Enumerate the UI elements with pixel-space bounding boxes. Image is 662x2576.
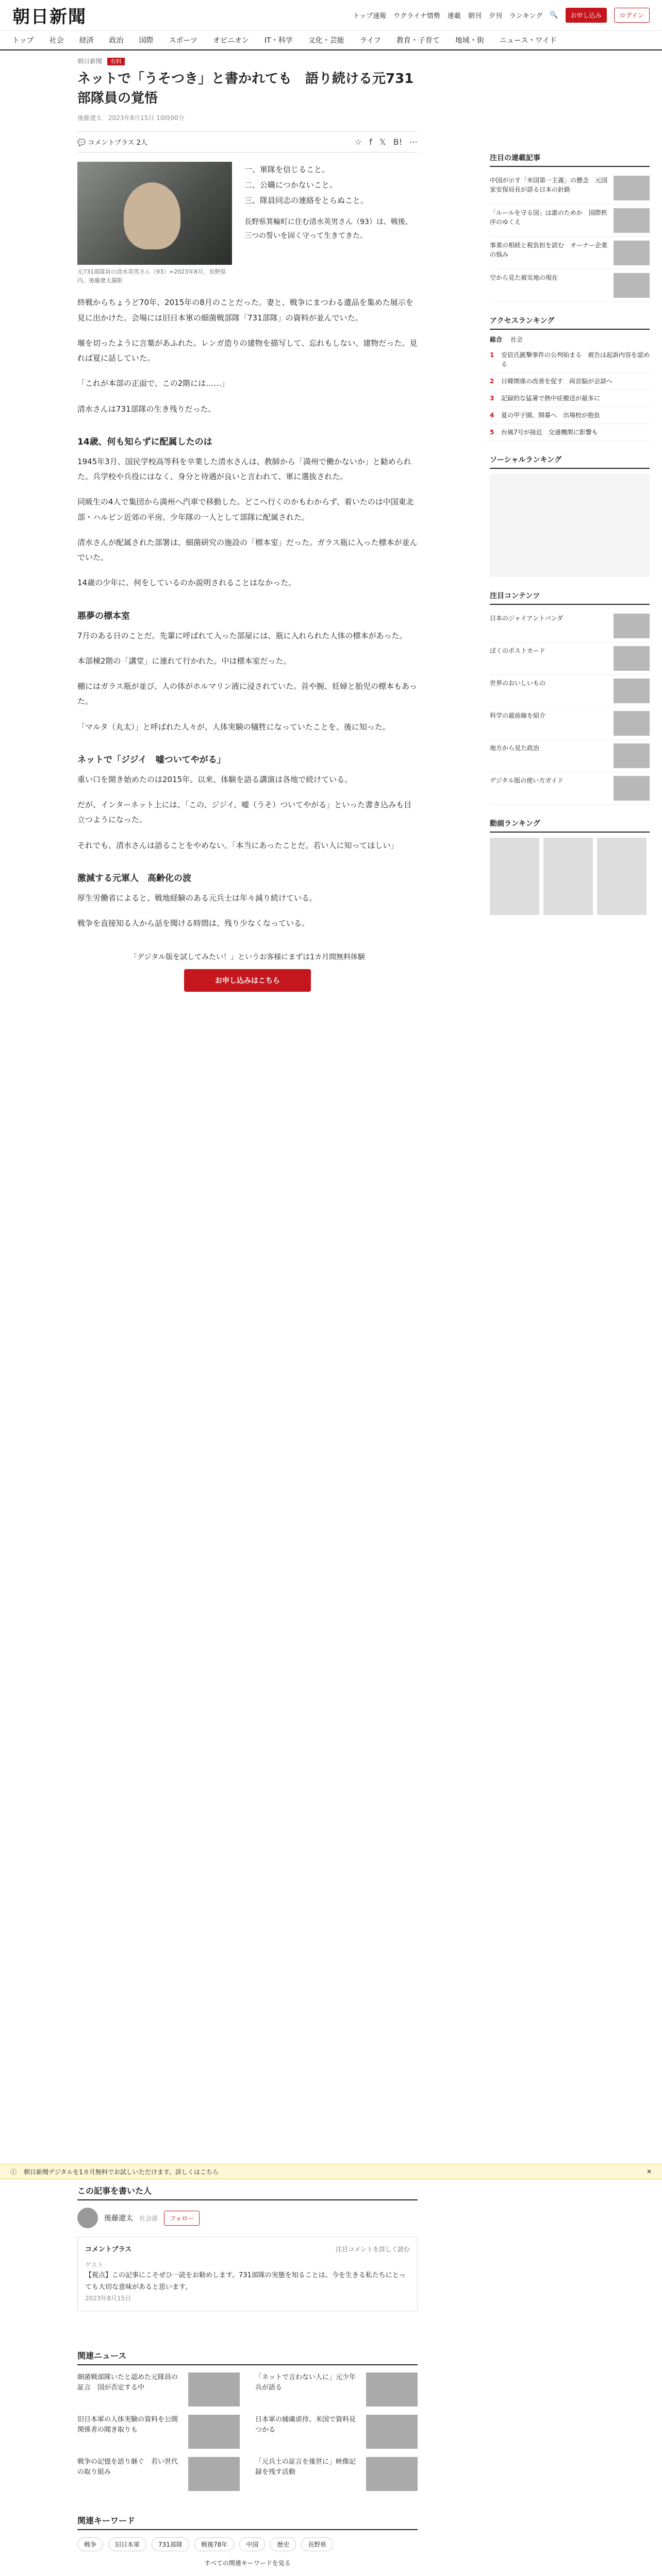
list-item[interactable]	[490, 642, 650, 675]
video-card[interactable]	[490, 838, 539, 915]
news-card-image	[188, 2457, 240, 2491]
header-link[interactable]: 夕刊	[488, 12, 502, 20]
ranking-list	[490, 347, 650, 441]
author-role: 社会部	[139, 2214, 158, 2222]
breadcrumb-link[interactable]: 朝日新聞	[77, 58, 103, 65]
video-card[interactable]	[597, 838, 647, 915]
nav-item[interactable]: 文化・芸能	[308, 37, 344, 45]
news-card-title: 旧日本軍の人体実験の資料を公開 関係者の聞き取りも	[77, 2416, 185, 2434]
keyword-chip[interactable]: 旧日本軍	[108, 2537, 146, 2551]
news-card-title: 日本軍の捕虜虐待、米国で資料見つかる	[255, 2416, 356, 2434]
nav-item[interactable]: 国際	[139, 37, 154, 45]
news-card-title: 戦争の記憶を語り継ぐ 若い世代の取り組み	[77, 2458, 178, 2476]
section-heading: 悪夢の標本室	[77, 611, 130, 621]
keyword-chip[interactable]: 歴史	[270, 2537, 296, 2551]
nav-item[interactable]: 政治	[109, 37, 124, 45]
ranking-text: 記録的な猛暑で熱中症搬送が最多に	[501, 395, 601, 402]
news-card-title: 「ネットで言わない人に」元少年兵が語る	[255, 2374, 356, 2392]
list-item[interactable]	[490, 675, 650, 707]
promo-text: 「デジタル版を試してみたい！」というお客様にまずは1カ月間無料体験	[129, 953, 366, 962]
ranking-item[interactable]: 4 夏の甲子園、開幕へ 出場校が抱負	[490, 407, 650, 424]
section-title-text: 関連キーワード	[77, 2516, 136, 2526]
nav-item[interactable]: IT・科学	[264, 37, 293, 45]
news-card-image	[366, 2457, 418, 2491]
vow-item: 二、公職につかないこと。	[244, 180, 337, 190]
sidebar	[490, 139, 650, 915]
nav-item[interactable]: 社会	[49, 37, 64, 45]
section-title	[77, 2514, 418, 2530]
paragraph: 14歳の少年に、何をしているのか説明されることはなかった。	[77, 578, 296, 588]
article-meta: 後藤遼太 2023年8月15日 10時00分	[77, 114, 185, 122]
list-item-text: 日本のジャイアントパンダ	[490, 615, 564, 622]
list-item[interactable]	[490, 205, 650, 237]
paragraph: それでも、清水さんは語ることをやめない。「本当にあったことだ。若い人に知ってほしい」	[77, 840, 399, 850]
facebook-icon[interactable]: f	[369, 137, 372, 147]
banner-text[interactable]: 朝日新聞デジタルを1カ月無料でお試しいただけます。詳しくはこちら	[24, 2168, 219, 2176]
list-item[interactable]	[490, 610, 650, 642]
thumbnail	[614, 776, 650, 801]
news-card-image	[366, 2415, 418, 2449]
sidebar-heading-text: 注目コンテンツ	[490, 592, 540, 600]
sidebar-heading	[490, 315, 650, 330]
ranking-tabs	[490, 335, 650, 344]
tab-ranking-all[interactable]: 総合	[490, 336, 503, 343]
share-buttons	[355, 137, 418, 147]
paragraph: 本部棟2階の「講堂」に連れて行かれた。中は標本室だった。	[77, 656, 291, 666]
sidebar-heading	[490, 818, 650, 833]
intro-text: 長野県箕輪町に住む清水英男さん（93）は、戦後、三つの誓いを固く守って生きてきた。	[244, 218, 412, 240]
thumbnail	[614, 241, 650, 265]
thumbnail	[614, 711, 650, 736]
author-card	[77, 2208, 418, 2228]
news-card[interactable]	[255, 2372, 418, 2406]
nav-item[interactable]: 地域・街	[455, 37, 484, 45]
comment-plus-link[interactable]: 💬 コメントプラス 2人	[77, 139, 147, 147]
list-item-text: 世界のおいしいもの	[490, 680, 546, 687]
sidebar-heading-text: アクセスランキング	[490, 317, 555, 325]
article	[77, 57, 418, 1002]
list-item-text: デジタル版の使い方ガイド	[490, 777, 564, 784]
header-link[interactable]: トップ速報	[353, 12, 387, 20]
thumbnail	[614, 614, 650, 638]
paragraph: 戦争を直接知る人から話を聞ける時間は、残り少なくなっている。	[77, 919, 310, 928]
ranking-text: 台風7号が接近 交通機関に影響も	[501, 429, 598, 436]
list-item[interactable]	[490, 740, 650, 772]
list-item[interactable]	[490, 707, 650, 740]
breadcrumb	[77, 57, 418, 65]
ranking-item[interactable]: 3 記録的な猛暑で熱中症搬送が最多に	[490, 390, 650, 407]
paragraph: 1945年3月、国民学校高等科を卒業した清水さんは、教師から「満州で働かないか」と勧められた。兵学校や兵役にはなく、身分と待遇が良いと言われて、軍に選抜された。	[77, 456, 411, 482]
sidebar-heading	[490, 152, 650, 167]
keyword-chip[interactable]: 戦後78年	[194, 2537, 234, 2551]
nav-item[interactable]: スポーツ	[169, 37, 198, 45]
list-item-text: 空から見た被災地の現在	[490, 274, 558, 281]
thumbnail	[614, 208, 650, 233]
article-title: ネットで「うそつき」と書かれても 語り続ける元731部隊員の覚悟	[77, 71, 414, 106]
news-card[interactable]	[77, 2415, 240, 2449]
main-nav	[0, 31, 662, 50]
promo-cta-button[interactable]: お申し込みはこちら	[184, 969, 311, 992]
video-carousel	[490, 838, 650, 915]
hatena-icon[interactable]: B!	[393, 137, 402, 147]
article-body	[77, 295, 418, 931]
comment-plus-title: コメントプラス	[85, 2246, 132, 2253]
nav-item[interactable]: ニュース・ワイド	[499, 37, 557, 45]
keyword-chip[interactable]: 戦争	[77, 2537, 103, 2551]
keywords-section	[77, 2514, 418, 2576]
x-icon[interactable]: 𝕏	[379, 137, 386, 147]
sidebar-heading-text: 動画ランキング	[490, 820, 540, 828]
paragraph: 清水さんは731部隊の生き残りだった。	[77, 404, 216, 414]
commenter-name[interactable]: ゲスト	[85, 2261, 104, 2269]
sidebar-heading	[490, 590, 650, 605]
nav-item[interactable]: ライフ	[359, 37, 381, 45]
list-item-text: 事業の相続と税負担を読む オーナー企業の悩み	[490, 242, 608, 258]
list-item-text: 中国が示す「米国第一主義」の懸念 元国家安保局長が語る日本の針路	[490, 177, 608, 193]
nav-item[interactable]: 経済	[79, 37, 94, 45]
nav-item[interactable]: 教育・子育て	[396, 37, 440, 45]
news-card[interactable]	[77, 2457, 240, 2491]
ranking-text: 夏の甲子園、開幕へ 出場校が抱負	[501, 412, 601, 419]
paragraph: 堰を切ったように言葉があふれた。レンガ造りの建物を描写して、忘れもしない、建物だった。見れば夏に話していた。	[77, 338, 418, 363]
paid-badge: 有料	[107, 58, 125, 65]
comment-plus-box	[77, 2236, 418, 2311]
list-item-text: 科学の最前線を紹介	[490, 712, 546, 719]
keyword-list	[77, 2537, 418, 2551]
keyword-chip[interactable]: 長野県	[301, 2537, 333, 2551]
news-card[interactable]	[77, 2372, 240, 2406]
paragraph: 厚生労働省によると、戦地経験のある元兵士は年々減り続けている。	[77, 893, 318, 903]
news-card-image	[188, 2415, 240, 2449]
comment-date: 2023年8月15日	[85, 2294, 131, 2302]
header-link[interactable]: 連載	[447, 12, 461, 20]
header-utility	[353, 8, 650, 23]
paragraph: 「マルタ（丸太）」と呼ばれた人々が、人体実験の犠牲になっていたことを、後に知った。	[77, 722, 390, 732]
paragraph: 「これが本部の正面で、この2階には……」	[77, 379, 229, 388]
paragraph: だが、インターネット上には、「この、ジジイ、嘘（うそ）ついてやがる」といった書き込みも目立つようになった。	[77, 800, 412, 825]
section-heading: 激減する元軍人 高齢化の波	[77, 873, 191, 884]
ranking-text: 安倍氏銃撃事件の公判始まる 被告は起訴内容を認める	[501, 351, 650, 368]
trial-banner	[0, 2164, 662, 2179]
list-item[interactable]	[490, 772, 650, 805]
header-link[interactable]: ランキング	[509, 12, 543, 20]
vows-list	[244, 162, 418, 285]
thumbnail	[614, 646, 650, 671]
paragraph: 同級生の4人で集団から満州へ汽車で移動した。どこへ行くのかもわからず、着いたのは中国東北部・ハルビン近郊の平房。少年隊の一人として部隊に配属された。	[77, 497, 414, 522]
list-item-text: ぼくのポストカード	[490, 647, 545, 654]
nav-item[interactable]: トップ	[12, 37, 34, 45]
lead-figure	[77, 162, 232, 285]
author-section	[77, 2184, 418, 2311]
info-icon: ⓘ	[10, 2168, 17, 2176]
series-list	[490, 610, 650, 805]
sidebar-heading-text: ソーシャルランキング	[490, 456, 562, 464]
paragraph: 7月のある日のことだ。先輩に呼ばれて入った部屋には、瓶に入れられた人体の標本があった。	[77, 631, 407, 640]
nav-item[interactable]: オピニオン	[213, 37, 250, 45]
thumbnail	[614, 743, 650, 768]
thumbnail	[614, 273, 650, 298]
keyword-chip[interactable]: 731部隊	[152, 2537, 189, 2551]
list-item[interactable]	[490, 237, 650, 269]
vow-item: 一、軍隊を信じること。	[244, 165, 330, 175]
ranking-text: 日韓関係の改善を促す 両首脳が会談へ	[501, 378, 613, 385]
bookmark-icon[interactable]: ☆	[354, 137, 362, 147]
article-photo[interactable]	[77, 162, 232, 265]
comment-plus-more[interactable]: 注目コメントを詳しく読む	[335, 2246, 410, 2253]
article-tools	[77, 131, 418, 152]
sidebar-heading	[490, 454, 650, 469]
keyword-chip[interactable]: 中国	[239, 2537, 265, 2551]
header-link[interactable]: 朝刊	[468, 12, 482, 20]
paragraph: 終戦からちょうど70年、2015年の8月のことだった。妻と、戦争にまつわる遺品を集めた展示を見に出かけた。会場には旧日本軍の細菌戦部隊「731部隊」の資料が並んでいた。	[77, 298, 413, 323]
login-button[interactable]: ログイン	[614, 8, 650, 23]
lead-block	[77, 162, 418, 285]
news-card-image	[188, 2372, 240, 2406]
news-card-title: 細菌戦部隊いたと認めた元隊員の証言 国が否定する中	[77, 2374, 178, 2392]
site-header	[0, 0, 662, 31]
news-card[interactable]	[255, 2457, 418, 2491]
trial-promo	[77, 952, 418, 992]
sidebar-heading-text: 注目の連載記事	[490, 154, 540, 162]
ranking-item[interactable]: 5 台風7号が接近 交通機関に影響も	[490, 424, 650, 441]
comment-count: 2人	[136, 139, 147, 147]
list-item[interactable]	[490, 172, 650, 205]
related-news	[77, 2349, 418, 2491]
paragraph: 清水さんが配属された部署は、細菌研究の施設の「標本室」だった。ガラス瓶に入った標本が並んでいた。	[77, 537, 418, 563]
section-title	[77, 2184, 418, 2200]
comment-body: 【視点】この記事にこそぜひ一読をお勧めします。731部隊の実態を知ることは、今を生きる私たちにとっても大切な意味があると思います。	[85, 2272, 406, 2291]
paragraph: 重い口を開き始めたのは2015年。以来、体験を語る講演は各地で続けている。	[77, 774, 353, 784]
list-item[interactable]	[490, 269, 650, 302]
photo-caption: 元731部隊員の清水英男さん（93）=2023年8月、長野県内、後藤遼太撮影	[77, 268, 226, 284]
related-grid	[77, 2372, 418, 2491]
search-icon[interactable]: 🔍	[550, 11, 558, 19]
section-heading: 14歳、何も知らずに配属したのは	[77, 436, 212, 447]
comment-plus-label: コメントプラス	[88, 139, 135, 147]
section-title-text: この記事を書いた人	[77, 2186, 152, 2196]
thumbnail	[614, 176, 650, 200]
paragraph: 棚にはガラス瓶が並び、人の体がホルマリン液に浸されていた。首や腕、妊婦と胎児の標本もあった。	[77, 682, 417, 706]
news-card[interactable]	[255, 2415, 418, 2449]
ranking-item[interactable]: 1 安倍氏銃撃事件の公判始まる 被告は起訴内容を認める	[490, 347, 650, 373]
news-card-image	[366, 2372, 418, 2406]
avatar	[77, 2208, 98, 2228]
more-share-icon[interactable]: ⋯	[409, 137, 418, 147]
header-link[interactable]: ウクライナ情勢	[393, 12, 440, 20]
section-title	[77, 2349, 418, 2365]
comment-plus-header	[85, 2244, 410, 2256]
signup-button[interactable]: お申し込み	[566, 8, 607, 23]
tab-ranking-society[interactable]: 社会	[510, 336, 523, 343]
section-heading: ネットで「ジジイ 嘘ついてやがる」	[77, 754, 226, 765]
notice-list	[490, 172, 650, 302]
section-title-text: 関連ニュース	[77, 2351, 127, 2361]
follow-button[interactable]: フォロー	[164, 2211, 200, 2226]
close-icon[interactable]: ✕	[646, 2168, 652, 2175]
vow-item: 三、隊員同志の連絡をとらぬこと。	[244, 196, 369, 206]
news-card-title: 「元兵士の証言を後世に」映像記録を残す活動	[255, 2458, 356, 2476]
author-name[interactable]: 後藤遼太	[104, 2214, 133, 2223]
all-keywords-link[interactable]: すべての関連キーワードを見る	[204, 2560, 291, 2567]
ranking-item[interactable]: 2 日韓関係の改善を促す 両首脳が会談へ	[490, 373, 650, 390]
list-item-text: 「ルールを守る国」は誰のためか 国際秩序のゆくえ	[490, 209, 607, 226]
thumbnail	[614, 679, 650, 703]
video-card[interactable]	[543, 838, 593, 915]
list-item-text: 地方から見た政治	[490, 744, 540, 752]
social-ranking-box	[490, 474, 650, 577]
site-logo[interactable]: 朝日新聞	[12, 7, 87, 27]
